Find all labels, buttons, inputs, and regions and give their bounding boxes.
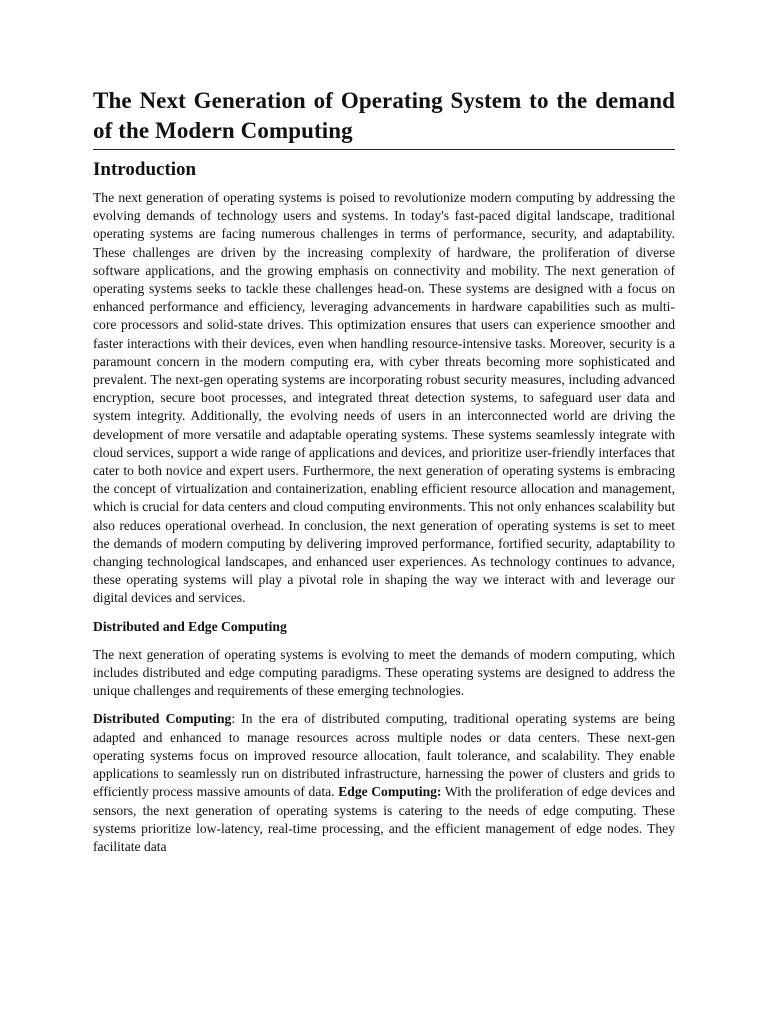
introduction-paragraph: The next generation of operating systems is poised to revolutionize modern computing by addressing the evolving demands of technology users and systems. In today's fast-paced digital landscape, traditional operating systems are facing numerous challenges in terms of performance, security, and adaptability. These challenges are driven by the increasing complexity of hardware, the proliferation of diverse software applications, and the growing emphasis on connectivity and mobility. The next generation of operating systems seeks to tackle these challenges head-on. These systems are designed with a focus on enhanced performance and efficiency, leveraging advancements in hardware capabilities such as multi-core processors and solid-state drives. This optimization ensures that users can experience smoother and faster interactions with their devices, even when handling resource-intensive tasks. Moreover, security is a paramount concern in the modern computing era, with cyber threats becoming more sophisticated and prevalent. The next-gen operating systems are incorporating robust security measures, including advanced encryption, secure boot processes, and integrated threat detection systems, to safeguard user data and system integrity. Additionally, the evolving needs of users in an interconnected world are driving the development of more versatile and adaptable operating systems. These systems seamlessly integrate with cloud services, support a wide range of applications and devices, and prioritize user-friendly interfaces that cater to both novice and expert users. Furthermore, the next generation of operating systems is embracing the concept of virtualization and containerization, enabling efficient resource allocation and management, which is crucial for data centers and cloud computing environments. This not only enhances scalability but also reduces operational overhead. In conclusion, the next generation of operating systems is set to meet the demands of modern computing by delivering improved performance, fortified security, adaptability to changing technological landscapes, and enhanced user experiences. As technology continues to advance, these operating systems will play a pivotal role in shaping the way we interact with and leverage our digital devices and services.	[93, 190, 675, 606]
distributed-edge-heading: Distributed and Edge Computing	[93, 618, 287, 634]
distributed-edge-intro-paragraph: The next generation of operating systems is evolving to meet the demands of modern computing, which includes distributed and edge computing paradigms. These operating systems are designed to address the unique challenges and requirements of these emerging technologies.	[93, 646, 675, 699]
distributed-computing-text: : In the era of distributed computing, traditional operating systems are being adapted and enhanced to manage resources across multiple nodes or data centers. These next-gen operating systems focus on improved resource allocation, fault tolerance, and scalability. They enable applications to seamlessly run on distributed infrastructure, harnessing the power of clusters and grids to efficiently process massive amounts of data.	[93, 711, 675, 800]
introduction-heading: Introduction	[93, 159, 197, 180]
document-page	[93, 86, 675, 856]
distributed-computing-paragraph	[93, 710, 675, 856]
distributed-computing-label: Distributed Computing	[93, 711, 232, 727]
edge-computing-label: Edge Computing:	[338, 784, 442, 800]
document-title: The Next Generation of Operating System to the demand of the Modern Computing	[93, 86, 675, 150]
edge-computing-text: With the proliferation of edge devices and sensors, the next generation of operating systems is catering to the needs of edge computing. These systems prioritize low-latency, real-time processing, and the efficient management of edge nodes. They facilitate data	[93, 784, 675, 854]
